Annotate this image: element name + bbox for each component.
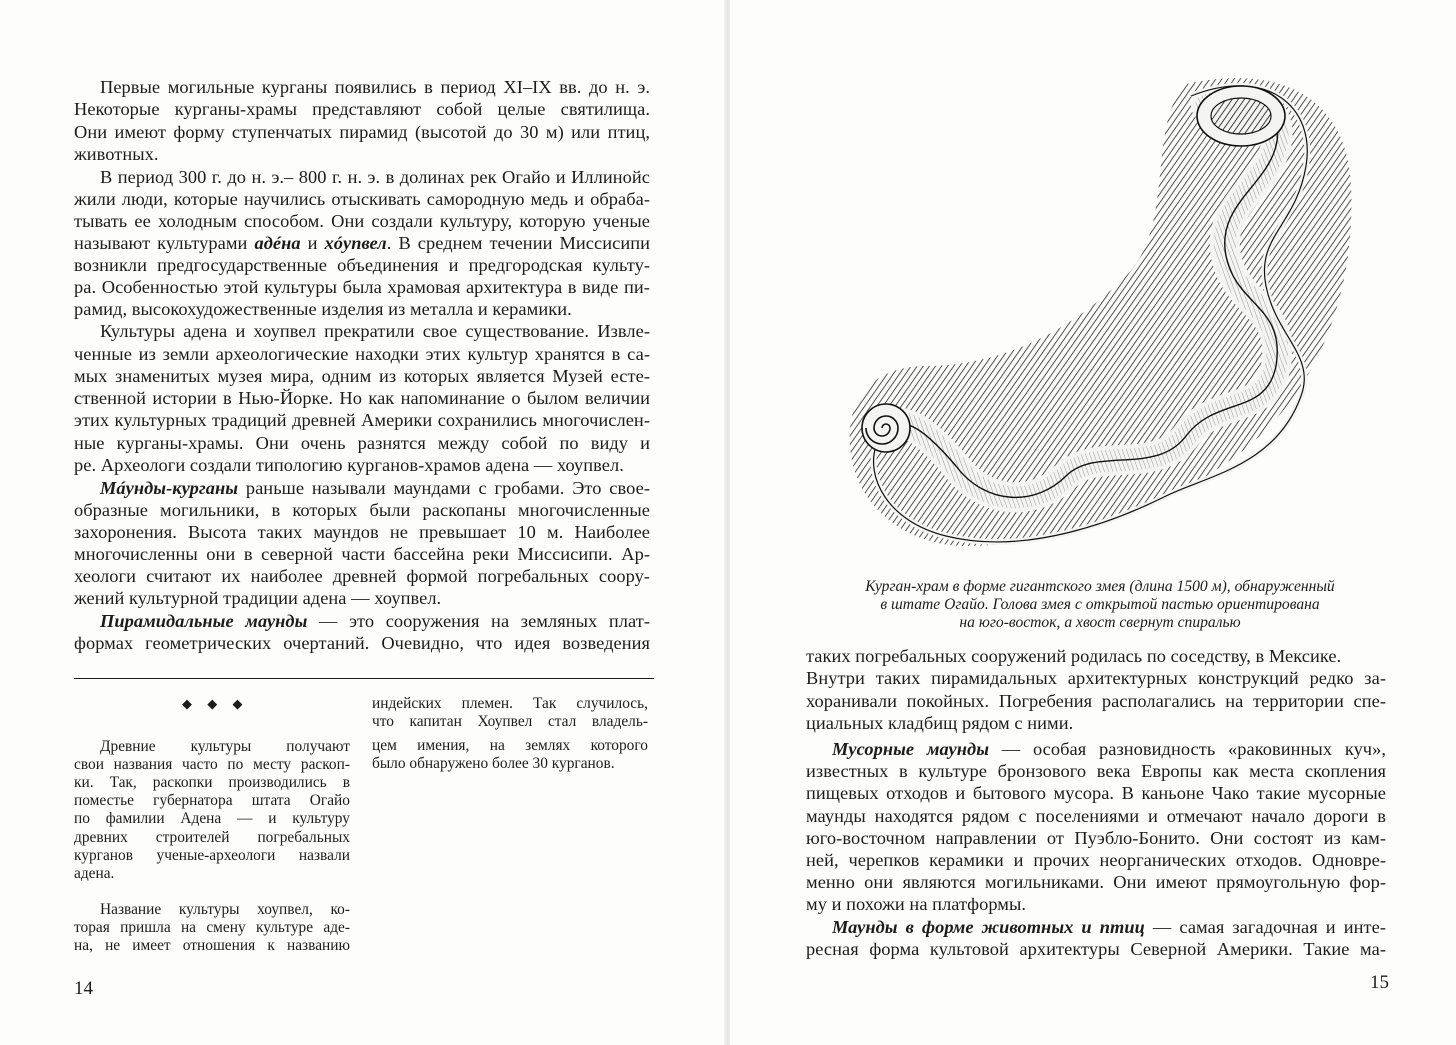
text-line xyxy=(74,829,350,847)
text-run: В период 300 г. до н. э.– 800 г. н. э. в долинах рек Огайо и Иллинойс xyxy=(100,167,650,187)
text-line xyxy=(100,477,650,499)
text-run: животных. xyxy=(74,144,159,164)
text-line xyxy=(74,865,114,883)
text-line xyxy=(74,210,650,232)
text-run: Они имеют форму ступенчатых пирамид (высотой до 30 м) или птиц, xyxy=(74,122,650,142)
text-line xyxy=(74,121,650,143)
text-line xyxy=(74,343,650,365)
text-line xyxy=(372,755,615,773)
text-line xyxy=(100,738,350,756)
text-line xyxy=(74,98,650,120)
text-run: — это сооружения на земляных плат- xyxy=(307,611,650,631)
text-line xyxy=(806,849,1386,871)
text-line xyxy=(74,521,650,543)
text-line xyxy=(74,276,650,298)
text-line xyxy=(74,919,350,937)
text-run: что капитан Хоупвел стал владель- xyxy=(372,713,648,730)
text-line xyxy=(806,827,1386,849)
text-line xyxy=(74,432,650,454)
text-line xyxy=(806,938,1386,960)
text-line xyxy=(74,232,650,254)
text-run: ресная форма культовой архитектуры Северной Америки. Такие ма- xyxy=(806,939,1386,959)
text-line xyxy=(832,738,1386,760)
text-line xyxy=(806,667,1386,689)
text-line xyxy=(806,760,1386,782)
text-run: адена. xyxy=(74,865,115,882)
text-run: маунды находятся рядом с поселениями и отмечают начало дороги в xyxy=(806,806,1386,826)
emphasis-term: адéна xyxy=(254,233,301,253)
text-line xyxy=(806,893,1026,915)
text-run: захоронения. Высота таких маундов не превышает 10 м. Наиболее xyxy=(74,522,650,542)
text-line xyxy=(806,805,1386,827)
text-line xyxy=(806,645,1341,667)
text-run: древних строителей погребальных xyxy=(74,829,350,846)
emphasis-term: Мусорные маунды xyxy=(832,739,990,759)
text-run: хеологи считают их наиболее древней формой погребальных соору- xyxy=(74,566,650,586)
text-run: по фамилии Адена — и культуру xyxy=(74,810,350,827)
text-line xyxy=(74,937,350,955)
emphasis-term: Пирамидальные маунды xyxy=(100,611,308,631)
footnote-separator-rule xyxy=(74,678,654,679)
text-line xyxy=(74,565,650,587)
text-run: индейских племен. Так случилось, xyxy=(372,695,648,712)
text-run: пищевых отходов и бытового мусора. В каньоне Чако такие мусорные xyxy=(806,783,1386,803)
text-run: ки. Так, раскопки производились в xyxy=(74,774,350,791)
text-run: свои названия часто по месту раскоп- xyxy=(74,756,350,773)
text-run: ченные из земли археологические находки этих культур хранятся в са- xyxy=(74,344,650,364)
text-line xyxy=(74,792,350,810)
text-run: ственной истории в Нью-Йорке. Но как напоминание о былом величии xyxy=(74,388,650,408)
text-run: называют культурами xyxy=(74,233,255,253)
text-run: таких погребальных сооружений родилась по соседству, в Мексике. xyxy=(806,646,1342,666)
text-run: Древние культуры получают xyxy=(100,738,350,755)
caption-line: в штате Огайо. Голова змея с открытой пастью ориентирована xyxy=(880,596,1320,613)
text-line xyxy=(74,847,350,865)
text-line xyxy=(100,901,350,919)
text-run: торая пришла на смену культуре аде- xyxy=(74,919,350,936)
page-number-left: 14 xyxy=(74,978,93,999)
text-run: известных в культуре бронзового века Европы как места скопления xyxy=(806,761,1386,781)
text-line xyxy=(100,166,650,188)
text-run: тывать ее холодным способом. Они создали культуру, которую ученые xyxy=(74,211,650,231)
text-line xyxy=(832,916,1386,938)
page-number-right: 15 xyxy=(1370,972,1389,993)
text-run: менно они являются могильниками. Они имеют прямоугольную фор- xyxy=(806,872,1386,892)
text-run: Название культуры хоупвел, ко- xyxy=(100,901,350,918)
text-run: и xyxy=(300,233,325,253)
footnote-ornament: ◆ ◆ ◆ xyxy=(182,696,249,711)
text-run: . В среднем течении Миссисипи xyxy=(386,233,650,253)
text-line xyxy=(372,737,648,755)
text-run: ные курганы-храмы. Они очень разнятся между собой по виду и xyxy=(74,433,650,453)
text-line xyxy=(74,365,650,387)
text-line xyxy=(806,690,1386,712)
text-line xyxy=(806,712,1073,734)
emphasis-term: Маунды в форме животных и птиц xyxy=(832,917,1145,937)
text-run: этих культурных традиций древней Америки сохранились многочислен- xyxy=(74,410,650,430)
text-line xyxy=(100,610,650,632)
emphasis-term: Мáунды-курганы xyxy=(100,478,239,498)
text-run: было обнаружено более 30 курганов. xyxy=(372,755,615,772)
text-line xyxy=(74,756,350,774)
text-run: ра. Особенностью этой культуры была храмовая архитектура в виде пи- xyxy=(74,277,650,297)
text-line xyxy=(806,782,1386,804)
text-line xyxy=(806,871,1386,893)
text-line xyxy=(74,454,624,476)
text-line xyxy=(74,188,650,210)
text-run: цем имения, на землях которого xyxy=(372,737,648,754)
text-run: ней, черепков керамики и прочих неорганических отходов. Одновре- xyxy=(806,850,1386,870)
text-line xyxy=(372,695,648,713)
text-run: многочисленны они в северной части бассейна реки Миссисипи. Ар- xyxy=(74,544,650,564)
text-run: возникли предгосударственные объединения и предгородская культу- xyxy=(74,255,650,275)
text-line xyxy=(74,632,650,654)
text-run: ре. Археологи создали типологию курганов-храмов адена — хоупвел. xyxy=(74,455,624,475)
text-line xyxy=(100,320,650,342)
text-line xyxy=(100,76,650,98)
text-run: циальных кладбищ рядом с ними. xyxy=(806,713,1074,733)
text-line xyxy=(74,254,650,276)
emphasis-term: хóупвел xyxy=(324,233,387,253)
text-run: курганов ученые-археологи назвали xyxy=(74,847,350,864)
text-run: образные могильники, в которых были раскопаны многочисленные xyxy=(74,500,650,520)
text-run: Культуры адена и хоупвел прекратили свое существование. Извле- xyxy=(100,321,650,341)
caption-line: Курган-храм в форме гигантского змея (длина 1500 м), обнаруженный xyxy=(865,578,1335,595)
text-run: жили люди, которые научились отыскивать самородную медь и обраба- xyxy=(74,189,650,209)
text-run: мых знаменитых музея мира, одним из которых является Музей есте- xyxy=(74,366,650,386)
text-run: Некоторые курганы-храмы представляют собой целые святилища. xyxy=(74,99,650,119)
text-run: юго-восточном направлении от Пуэбло-Бонито. Они состоят из кам- xyxy=(806,828,1386,848)
serpent-mound-illustration xyxy=(846,66,1366,572)
text-line xyxy=(372,713,648,731)
text-run: — самая загадочная и инте- xyxy=(1144,917,1386,937)
text-line xyxy=(74,298,572,320)
text-run: на, не имеет отношения к названию xyxy=(74,937,350,954)
text-run: му и похожи на платформы. xyxy=(806,894,1027,914)
text-run: раньше называли маундами с гробами. Это свое- xyxy=(238,478,650,498)
text-run: жений культурной традиции адена — хоупвел. xyxy=(74,588,442,608)
text-line xyxy=(74,543,650,565)
caption-line: на юго-восток, а хвост свернут спиралью xyxy=(959,614,1241,631)
text-run: рамид, высокохудожественные изделия из металла и керамики. xyxy=(74,299,572,319)
text-run: поместье губернатора штата Огайо xyxy=(74,792,350,809)
text-line xyxy=(74,774,350,792)
text-run: Первые могильные курганы появились в период XI–IX вв. до н. э. xyxy=(100,77,650,97)
text-line xyxy=(74,387,650,409)
text-line xyxy=(74,587,441,609)
text-run: — особая разновидность «раковинных куч», xyxy=(989,739,1386,759)
text-line xyxy=(74,810,350,828)
text-line xyxy=(74,143,159,165)
text-run: хоранивали покойных. Погребения располагались на территории спе- xyxy=(806,691,1386,711)
text-run: Внутри таких пирамидальных архитектурных конструкций редко за- xyxy=(806,668,1386,688)
text-run: формах геометрических очертаний. Очевидно, что идея возведения xyxy=(74,633,650,653)
text-line xyxy=(74,499,650,521)
text-line xyxy=(74,409,650,431)
